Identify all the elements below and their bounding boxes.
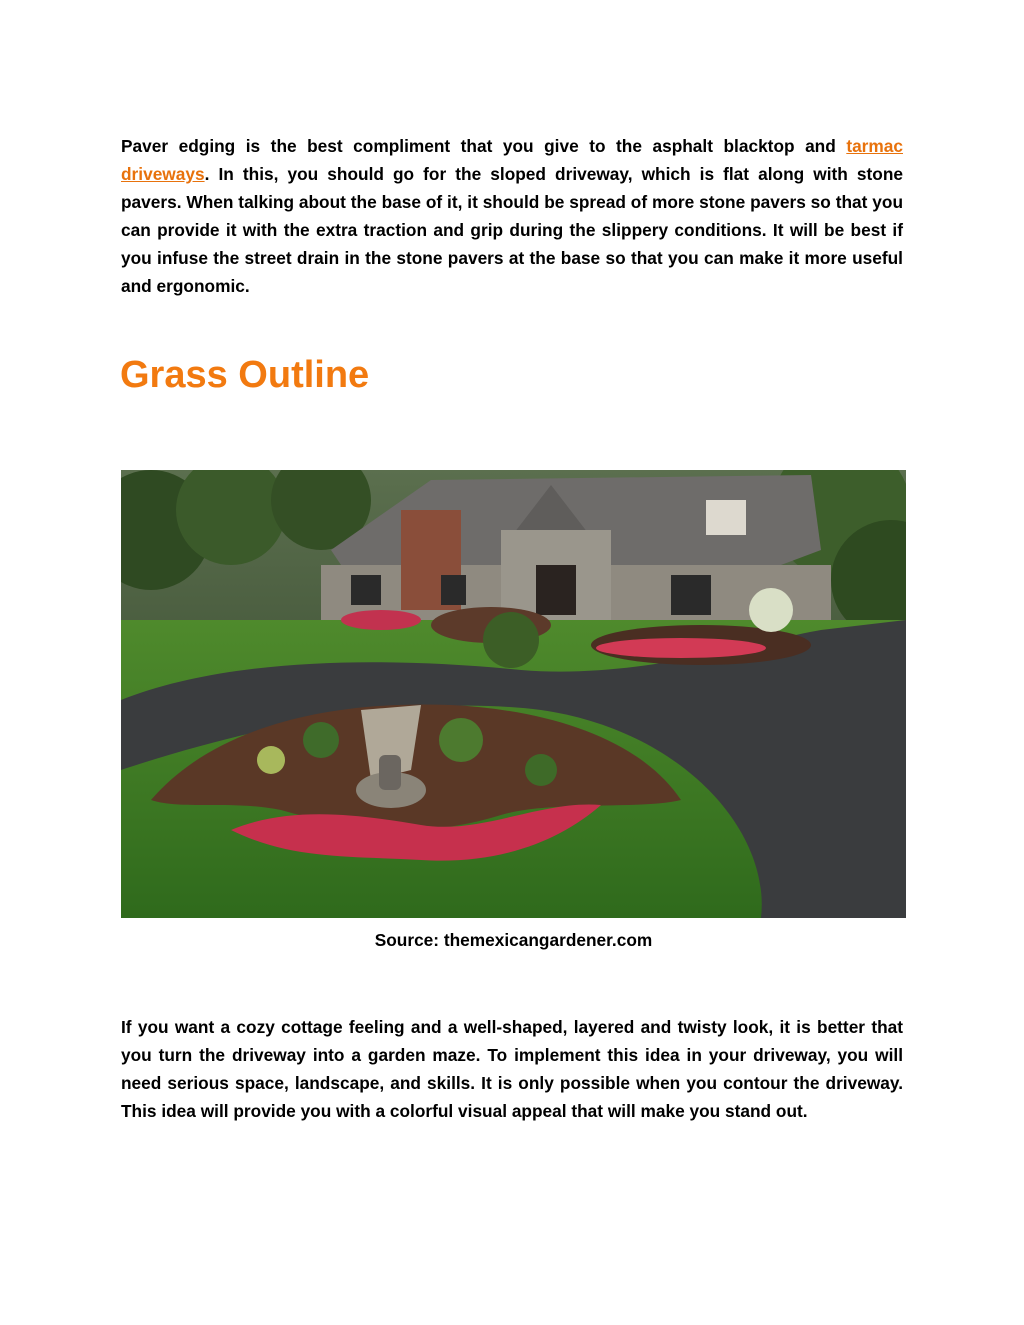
- intro-paragraph: [121, 132, 903, 300]
- tarmac-driveways-link[interactable]: tarmac driveways: [121, 136, 903, 184]
- section-heading: Grass Outline: [120, 354, 370, 396]
- image-caption: Source: themexicangardener.com: [374, 930, 653, 950]
- intro-text-end: . In this, you should go for the sloped driveway, which is flat along with stone pavers. When talking about the base of it, it should be spread of more stone pavers so that you can provide it with the extra traction and grip during the slippery conditions. It will be best if you infuse the street drain in the stone pavers at the base so that you can make it more useful and ergonomic.: [121, 164, 903, 296]
- body-paragraph: If you want a cozy cottage feeling and a well-shaped, layered and twisty look, it is better that you turn the driveway into a garden maze. To implement this idea in your driveway, you will need serious space, landscape, and skills. It is only possible when you contour the driveway. This idea will provide you with a colorful visual appeal that will make you stand out.: [121, 1017, 903, 1121]
- intro-text-start: Paver edging is the best compliment that you give to the asphalt blacktop and: [121, 136, 847, 156]
- house-garden-photo: [121, 470, 906, 918]
